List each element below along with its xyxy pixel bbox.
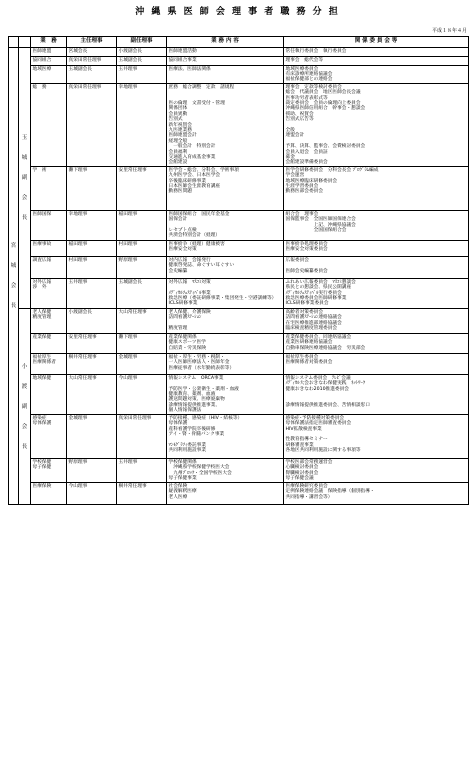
cell-shunin: 金城理事 [67, 415, 117, 459]
cell-iinkai: 産業保健委員会、同連絡協議会 産業医研修連絡協議会 自動車保険医療連絡協議会 労災部会 [284, 334, 469, 354]
side-label-a: 玉 城 副 会 長 [19, 48, 31, 309]
cell-naiyo: 社会保険 疑義解釈医療 老人医療 [167, 483, 284, 505]
cell-fukunin: 金城理事 [117, 354, 167, 375]
table-row [9, 48, 469, 57]
cell-fukunin: 玉井理事 [117, 459, 167, 483]
cell-iinkai: 医療保険研究委員会 定例保険連絡会議 保険指導（個別指導・ 共同指導・講習会等） [284, 483, 469, 505]
cell-shunin: 玉城副会長 [67, 66, 117, 84]
cell-naiyo: 庶務 総合調整 定款 諸規程 医の倫理 文書受付・管理 関係団体 会員異動 告別式 新年祝賀会 九医連業務 医師連盟会計 経理全般 一般会計 特別会計 会員福利 交通進入育成基金事業 会館建設 [167, 84, 284, 167]
cell-naiyo: 対外広報 ﾏｽｺﾐ対策 ﾒﾃﾞｨｶﾙﾌｪｽﾃｨﾊﾞﾙ事業 救急医療（委託研修事業・集団発生・空港訓練等）ICLS研修事業 [167, 279, 284, 309]
cell-fukunin: 玉城副会長 [117, 57, 167, 66]
cell-fukunin: 玉城副会長 [117, 279, 167, 309]
cell-shunin: 幸地理事 [67, 211, 117, 241]
cell-gyomu: 協同組合 [31, 57, 67, 66]
cell-naiyo: 医師連盟活動 [167, 48, 284, 57]
cell-fukunin: 桐井常任理事 [117, 483, 167, 505]
header-shunin: 主任理事 [67, 37, 117, 48]
cell-iinkai: ふれあい広報委員会 ﾏｽｺﾐ懇談会 県民との懇談会、県民公開講座 ﾒﾃﾞｨｶﾙﾌｪｽﾃｨﾊﾞﾙ実行委員会 救急医療委員会医師研修事業 ICLS研修事業委員会 [284, 279, 469, 309]
cell-naiyo: 福祉・厚生・労務・税制・ 一人医師医療法人・医師年金 医療従事者（水年勤続表彰等） [167, 354, 284, 375]
cell-shunin: 真栄田常任理事 [67, 57, 117, 66]
cell-fukunin: 今山理事 [117, 375, 167, 415]
cell-fukunin: 稲田理事 [117, 211, 167, 241]
cell-shunin: 大山常任理事 [67, 375, 117, 415]
cell-shunin: 安里常任理事 [67, 334, 117, 354]
table-row [9, 84, 469, 167]
table-row [9, 375, 469, 415]
cell-iinkai: 感染症･予防接種対策委員会 母体保護法指定医師審査委員会 HIV拡散検査事業 性教育指導セミナー 研修審査事業 各地区共同利用施設に関する事項等 [284, 415, 469, 459]
cell-gyomu: 産業保健 [31, 334, 67, 354]
duty-table [8, 36, 469, 505]
cell-iinkai: 常任執行委員会 執行委員会 [284, 48, 469, 57]
table-row [9, 66, 469, 84]
cell-shunin: 今山理事 [67, 483, 117, 505]
cell-shunin: 桐井常任理事 [67, 354, 117, 375]
cell-fukunin: 真栄田常任理事 [117, 415, 167, 459]
table-row [9, 459, 469, 483]
cell-fukunin: 灘下理事 [117, 334, 167, 354]
cell-gyomu: 学校保健 母子保健 [31, 459, 67, 483]
cell-gyomu: 医療事故 [31, 241, 67, 257]
cell-shunin: 真栄田常任理事 [67, 84, 117, 167]
cell-iinkai: 学校医部会常務運営会 心臓検討委員会 腎臓検討委員会 母子保健会議 [284, 459, 469, 483]
header-naiyo: 業 務 内 容 [167, 37, 284, 48]
cell-shunin: 宮城会長 [67, 48, 117, 57]
cell-gyomu: 医療保険 [31, 483, 67, 505]
side-label-b: 小 渡 副 会 長 [19, 309, 31, 505]
cell-naiyo: 協同組合事業 [167, 57, 284, 66]
cell-gyomu: 学 術 [31, 167, 67, 211]
cell-gyomu: 対外広報 渉 外 [31, 279, 67, 309]
cell-gyomu: 老人保健 精度管理 [31, 309, 67, 334]
cell-naiyo: 産業保健関係 健康スポーツ医学 自賠責・労災保険 [167, 334, 284, 354]
cell-iinkai: 医事紛争処理委員会 医療安全対策委員会 [284, 241, 469, 257]
table-row [9, 415, 469, 459]
cell-iinkai: 医学会研修委員会 分科会長会 ﾌﾟﾛｸﾞﾗﾑ編成 学会運営 地域医療臨床研修委員会 生涯学習委員会 勤務医部会委員会 [284, 167, 469, 211]
cell-naiyo: 対内広報 会報発行 健康啓発誌、命ぐすい耳ぐすい 会史編纂 [167, 257, 284, 279]
cell-naiyo: 医学会・総会、分科会、学術事項 九州医学会、日本医学会 卒後臨床研修事業 日本医師会生涯教育講座 勤務医問題 [167, 167, 284, 211]
table-row [9, 167, 469, 211]
cell-fukunin: 野原理事 [117, 257, 167, 279]
header-iinkai: 関 係 委 員 会 等 [284, 37, 469, 48]
cell-shunin: 稲田理事 [67, 241, 117, 257]
cell-gyomu: 福祉厚生 医療関係者 [31, 354, 67, 375]
header-blank-2 [19, 37, 31, 48]
cell-gyomu: 地域医療 [31, 66, 67, 84]
table-row [9, 279, 469, 309]
cell-naiyo: 老人保健、介護保険 訪問看護ｽﾃｰｼｮﾝ 精度管理 [167, 309, 284, 334]
table-row [9, 354, 469, 375]
cell-naiyo: 予防接種、感染症（HIV・結核等） 母体保護 産科看護学院卒後研修 アイ・腎・骨髄バンク事業 ﾏﾝﾓｸﾞﾗﾌｨ委託事業 共同利用施設事業 [167, 415, 284, 459]
cell-shunin: 小渡副会長 [67, 309, 117, 334]
cell-gyomu: 調査広報 [31, 257, 67, 279]
table-row [9, 257, 469, 279]
cell-shunin: 野原理事 [67, 459, 117, 483]
cell-shunin: 灘下理事 [67, 167, 117, 211]
side-label-main: 宮 城 会 長 [9, 48, 19, 505]
cell-shunin: 玉井理事 [67, 279, 117, 309]
cell-iinkai: 広報委員会 医師会史編纂委員会 [284, 257, 469, 279]
cell-naiyo: 医療法、医師法関係 [167, 66, 284, 84]
table-row [9, 483, 469, 505]
cell-fukunin: 幸地理事 [117, 84, 167, 167]
date-label: 平成１８年４月 [431, 28, 467, 34]
cell-iinkai: 地域医療委員会 有床診療所連絡協議会 福祉保健部との連絡会 [284, 66, 469, 84]
cell-shunin: 村田理事 [67, 257, 117, 279]
cell-iinkai: 情報システム委員会 ﾃﾚﾋﾞ会議 ﾒﾃﾞｨｶﾙ大会おきなわ保健実践 ﾈｯﾄﾜｰｸ 健康おきなわ2010推進委員会 診療情報提供推進委員会、苦情相談窓口 [284, 375, 469, 415]
table-row [9, 309, 469, 334]
table-row [9, 211, 469, 241]
cell-naiyo: 医師国保組合 国民年金基金 国保会計 レセプト点検 共済会特別会計（経理） [167, 211, 284, 241]
cell-iinkai: 理事会 定款等検討委員会 総会 代議員会 地区医師会長会議 医事功労者表彰式等 裁定委員会 会員の倫理向上委員会 沖縄県医師信用組合 幹事会・懇談会 援助、祝賀会 告別式広告等 全般 連盟会計 予算、決算、監事会、会費検討委員会 会員入退会 会員証 募金 会館建設準備委員会 [284, 84, 469, 167]
cell-fukunin: 村田理事 [117, 241, 167, 257]
header-row [9, 37, 469, 48]
cell-fukunin: 安里常任理事 [117, 167, 167, 211]
cell-naiyo: 情報システム ORCA事業 予防医学・公衆衛生・薬剤・血液 健康教育、薬剤、血液 護送問題対策、医療廃棄物 診療情報提供推進事業、 個人情報保護法 [167, 375, 284, 415]
cell-gyomu: 総 務 [31, 84, 67, 167]
cell-gyomu: 感染症 母体保護 [31, 415, 67, 459]
cell-iinkai: 理事会 総代会等 [284, 57, 469, 66]
cell-fukunin: 大山常任理事 [117, 309, 167, 334]
cell-fukunin: 玉井理事 [117, 66, 167, 84]
header-fukunin: 副任理事 [117, 37, 167, 48]
cell-iinkai: 組合会 理事会 国保監事会 全国医師国保連合会 上記、沖縄県協議会 全国国保組合会 [284, 211, 469, 241]
header-gyomu: 業 務 [31, 37, 67, 48]
cell-gyomu: 医師連盟 [31, 48, 67, 57]
cell-iinkai: 福祉厚生委員会 医療関係者対策委員会 [284, 354, 469, 375]
cell-fukunin: 小渡副会長 [117, 48, 167, 57]
table-row [9, 57, 469, 66]
cell-gyomu: 医師国保 [31, 211, 67, 241]
cell-iinkai: 高齢者対策委員会 訪問看護ｽﾃｰｼｮﾝ連絡協議会 在宅医療推進部連絡協議会 臨床検査精度管理委員会 [284, 309, 469, 334]
page-title: 沖 縄 県 医 師 会 理 事 者 職 務 分 担 [135, 7, 340, 17]
cell-gyomu: 地域保健 [31, 375, 67, 415]
header-blank-1 [9, 37, 19, 48]
cell-naiyo: 学校保健関係 沖縄県学校保健学校医大会 九州ﾌﾞﾛｯｸ・全国学校医大会 母子保健事業 [167, 459, 284, 483]
cell-naiyo: 医事紛争（経理）健康被害 医療安全対策 [167, 241, 284, 257]
table-row [9, 334, 469, 354]
table-row [9, 241, 469, 257]
